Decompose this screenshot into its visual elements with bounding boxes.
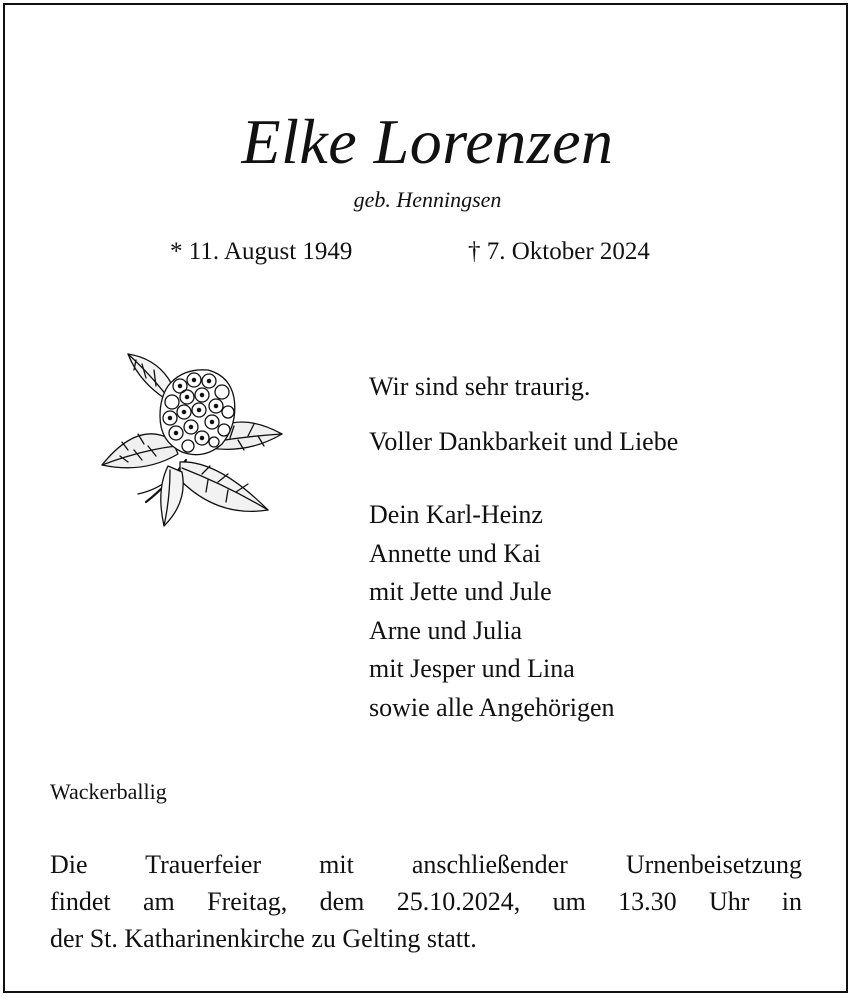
family-member: Arne und Julia — [369, 615, 523, 645]
hydrangea-flower-icon — [98, 350, 288, 530]
deceased-name: Elke Lorenzen — [241, 106, 614, 177]
family-member: Dein Karl-Heinz — [369, 500, 543, 529]
death-date: † 7. Oktober 2024 — [468, 238, 650, 265]
quote-line-1: Wir sind sehr traurig. — [369, 372, 591, 401]
birth-date: * 11. August 1949 — [170, 238, 353, 265]
maiden-name: geb. Henningsen — [353, 187, 502, 212]
service-line: der St. Katharinenkirche zu Gelting statt. — [50, 924, 477, 953]
family-member: mit Jette und Jule — [369, 577, 552, 606]
family-list — [369, 496, 615, 727]
service-info — [50, 846, 802, 957]
place-name: Wackerballig — [50, 779, 167, 804]
family-member: sowie alle Angehörigen — [369, 692, 615, 722]
family-member: Annette und Kai — [369, 538, 541, 568]
service-line: Die Trauerfeier mit anschließender Urnenbeisetzung — [50, 850, 802, 879]
quote-line-2: Voller Dankbarkeit und Liebe — [369, 427, 679, 456]
service-line: findet am Freitag, dem 25.10.2024, um 13.30 Uhr in — [50, 887, 802, 916]
family-member: mit Jesper und Lina — [369, 654, 575, 683]
